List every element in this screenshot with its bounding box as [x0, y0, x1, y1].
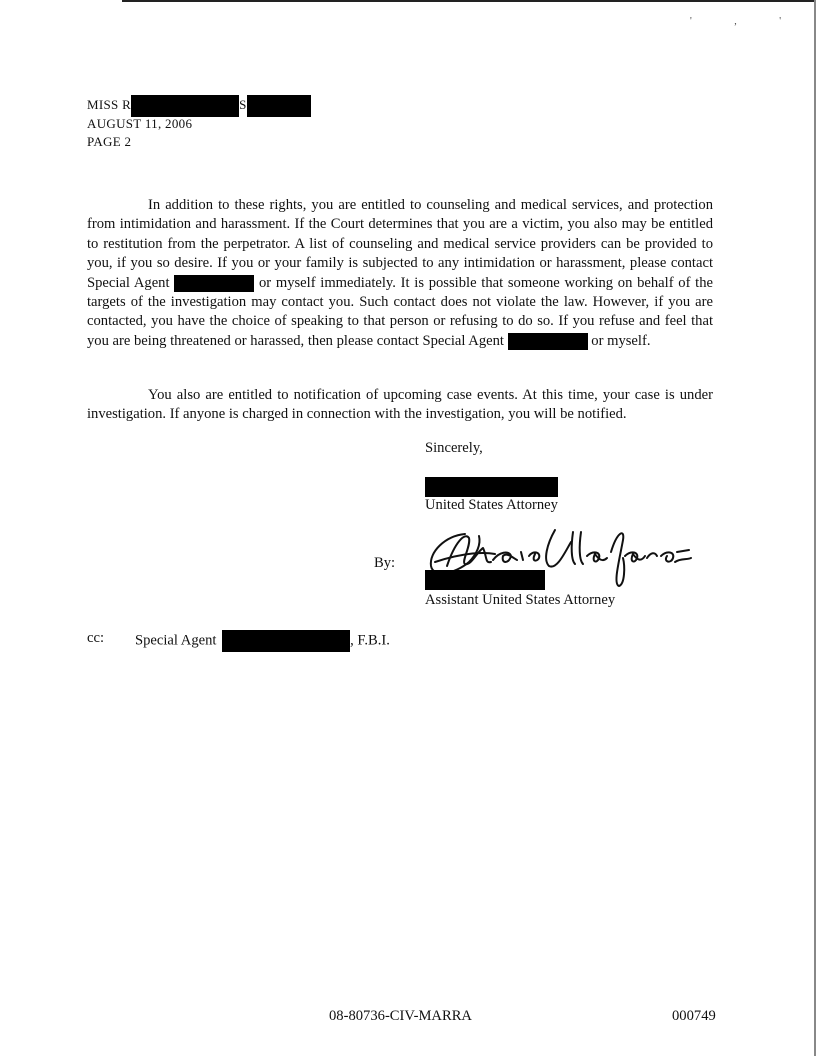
redaction-box — [508, 333, 588, 350]
body-paragraph-2: You also are entitled to notification of upcoming case events. At this time, your case is under investigation. If anyone is charged in connection with the investigation, you will be notified. — [87, 387, 713, 423]
case-number: 08-80736-CIV-MARRA — [329, 1008, 472, 1024]
redaction-box — [222, 630, 350, 652]
body-paragraph-1 — [87, 196, 713, 351]
bates-number: 000749 — [672, 1008, 716, 1024]
ausa-title: Assistant United States Attorney — [425, 592, 616, 608]
redaction-box — [174, 275, 254, 292]
redaction-box — [247, 95, 311, 117]
cc-prefix: Special Agent — [135, 632, 217, 649]
paragraph-text: or myself. — [591, 332, 651, 349]
recipient-line — [87, 95, 311, 117]
paragraph-text: In addition to these rights, you are entitled to counseling and medical services, and protection from intimidation and harassment. If the Court determines that you are a victim, you also may be entitled to restitution from the perpetrator. A list of counseling and medical service providers can be provided to you, if you so desire. If you or your family is subjected to any intimidation or harassment, please contact Special Agent — [87, 197, 713, 291]
letter-date: AUGUST 11, 2006 — [87, 116, 193, 131]
page-label: PAGE 2 — [87, 134, 132, 149]
salutation: Sincerely, — [425, 440, 483, 456]
recipient-initial: S — [239, 96, 247, 112]
scan-edge-line — [122, 0, 816, 2]
redaction-box — [131, 95, 239, 117]
cc-recipient — [135, 630, 390, 652]
scan-specks: ' , ' — [690, 16, 802, 27]
redaction-box — [425, 570, 545, 590]
cc-label: cc: — [87, 630, 105, 646]
recipient-name: MISS R — [87, 96, 132, 112]
paragraph-text: or myself immediately. It is possible that someone working on behalf of the targets of the investigation may contact you. Such contact does not violate the law. However, if you are contacted, you have the choice of speaking to that person or refusing to do so. If you refuse and feel that you are being threatened or harassed, then please contact Special Agent — [87, 274, 713, 349]
cc-suffix: , F.B.I. — [350, 632, 390, 649]
us-attorney-title: United States Attorney — [425, 497, 558, 513]
redaction-box — [425, 477, 558, 497]
by-label: By: — [374, 555, 396, 571]
